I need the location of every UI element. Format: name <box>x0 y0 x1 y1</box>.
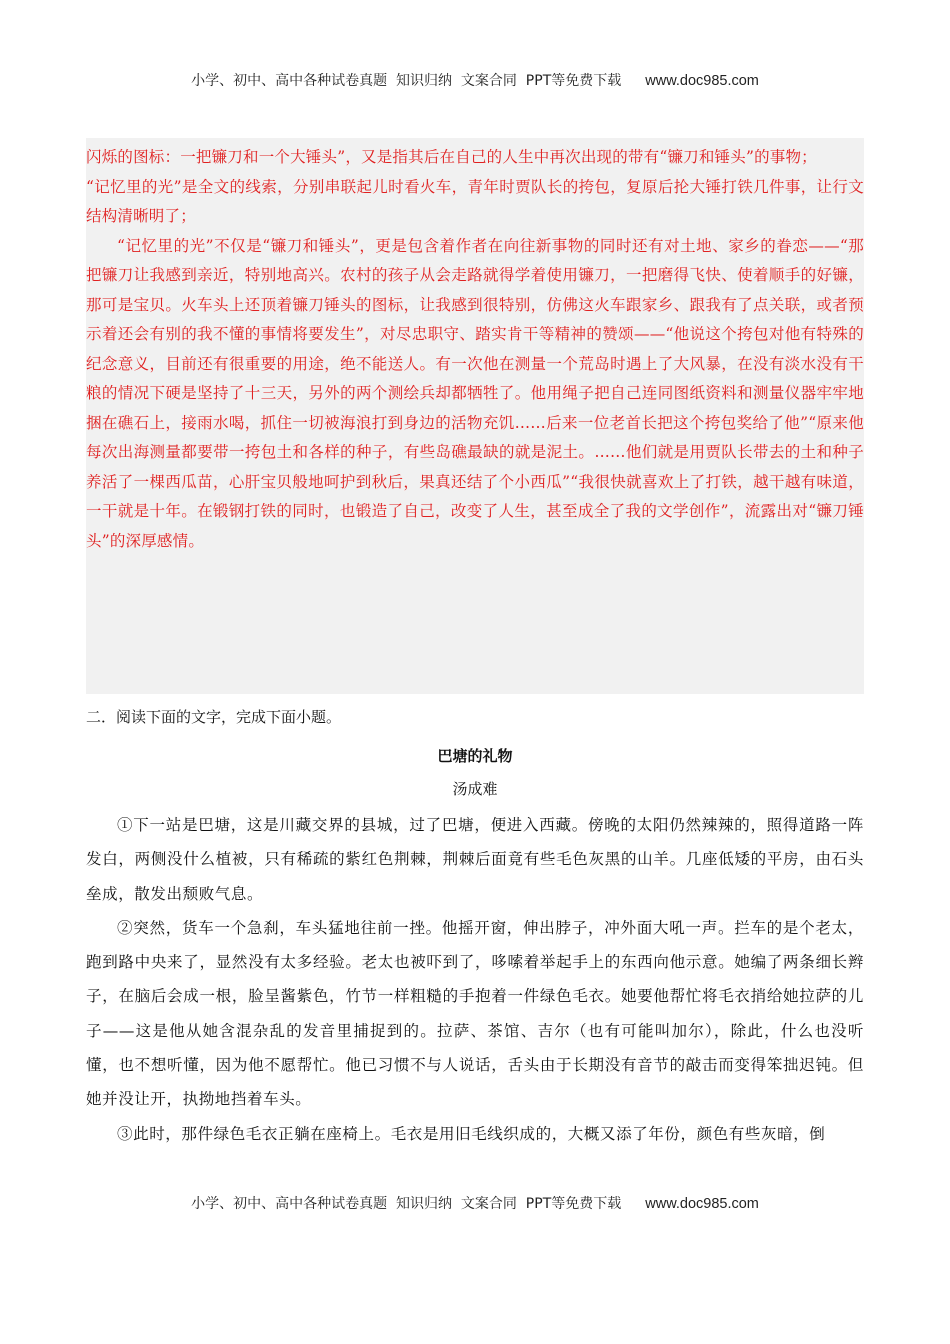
answer-paragraph-2: “记忆里的光”是全文的线索，分别串联起儿时看火车，青年时贾队长的挎包，复原后抡大锤打铁几件事，让行文结构清晰明了； <box>86 177 864 225</box>
answer-paragraph-3: “记忆里的光”不仅是“镰刀和锤头”，更是包含着作者在向往新事物的同时还有对土地、家乡的眷恋——“那把镰刀让我感到亲近，特别地高兴。农村的孩子从会走路就得学着使用镰刀，一把磨得飞快、使着顺手的好镰，那可是宝贝。火车头上还顶着镰刀锤头的图标，让我感到很特别，仿佛这火车跟家乡、跟我有了点关联，或者预示着还会有别的我不懂的事情将要发生”，对尽忠职守、踏实肯干等精神的赞颂——“他说这个挎包对他有特殊的纪念意义，目前还有很重要的用途，绝不能送人。有一次他在测量一个荒岛时遇上了大风暴，在没有淡水没有干粮的情况下硬是坚持了十三天，另外的两个测绘兵却都牺牲了。他用绳子把自己连同图纸资料和测量仪器牢牢地捆在礁石上，接雨水喝，抓住一切被海浪打到身边的活物充饥……后来一位老首长把这个挎包奖给了他”“原来他每次出海测量都要带一挎包土和各样的种子，有些岛礁最缺的就是泥土。……他们就是用贾队长带去的土和种子养活了一棵西瓜苗，心肝宝贝般地呵护到秋后，果真还结了个小西瓜”“我很快就喜欢上了打铁，越干越有味道，一干就是十年。在锻钢打铁的同时，也锻造了自己，改变了人生，甚至成全了我的文学创作”，流露出对“镰刀锤头”的深厚感情。 <box>86 236 864 550</box>
footer-url-link[interactable]: www.doc985.com <box>645 1196 759 1212</box>
story-body <box>86 808 864 1151</box>
page-header <box>0 70 950 90</box>
story-paragraph-3: ③此时，那件绿色毛衣正躺在座椅上。毛衣是用旧毛线织成的，大概又添了年份，颜色有些灰暗，倒 <box>117 1124 826 1143</box>
page-footer <box>0 1193 950 1213</box>
story-title: 巴塘的礼物 <box>437 747 513 765</box>
header-text: 小学、初中、高中各种试卷真题 知识归纳 文案合同 PPT等免费下载 <box>191 73 622 89</box>
header-url-link[interactable]: www.doc985.com <box>645 73 759 89</box>
story-paragraph-1: ①下一站是巴塘，这是川藏交界的县城，过了巴塘，便进入西藏。傍晚的太阳仍然辣辣的，照得道路一阵发白，两侧没什么植被，只有稀疏的紫红色荆棘，荆棘后面竟有些毛色灰黑的山羊。几座低矮的平房，由石头垒成，散发出颓败气息。 <box>86 816 864 903</box>
footer-text: 小学、初中、高中各种试卷真题 知识归纳 文案合同 PPT等免费下载 <box>191 1196 622 1212</box>
answer-explanation-block <box>86 138 864 694</box>
story-paragraph-2: ②突然，货车一个急刹，车头猛地往前一挫。他摇开窗，伸出脖子，冲外面大吼一声。拦车的是个老太，跑到路中央来了，显然没有太多经验。老太也被吓到了，哆嗦着举起手上的东西向他示意。她编了两条细长辫子，在脑后会成一根，脸呈酱紫色，竹节一样粗糙的手抱着一件绿色毛衣。她要他帮忙将毛衣捎给她拉萨的儿子——这是他从她含混杂乱的发音里捕捉到的。拉萨、茶馆、吉尔（也有可能叫加尔），除此，什么也没听懂，也不想听懂，因为他不愿帮忙。他已习惯不与人说话，舌头由于长期没有音节的敲击而变得笨拙迟钝。但她并没让开，执拗地挡着车头。 <box>86 918 864 1109</box>
story-author: 汤成难 <box>452 780 498 798</box>
section-heading: 二．阅读下面的文字，完成下面小题。 <box>86 708 342 726</box>
answer-paragraph-1: 闪烁的图标：一把镰刀和一个大锤头”，又是指其后在自己的人生中再次出现的带有“镰刀和锤头”的事物； <box>86 148 817 166</box>
